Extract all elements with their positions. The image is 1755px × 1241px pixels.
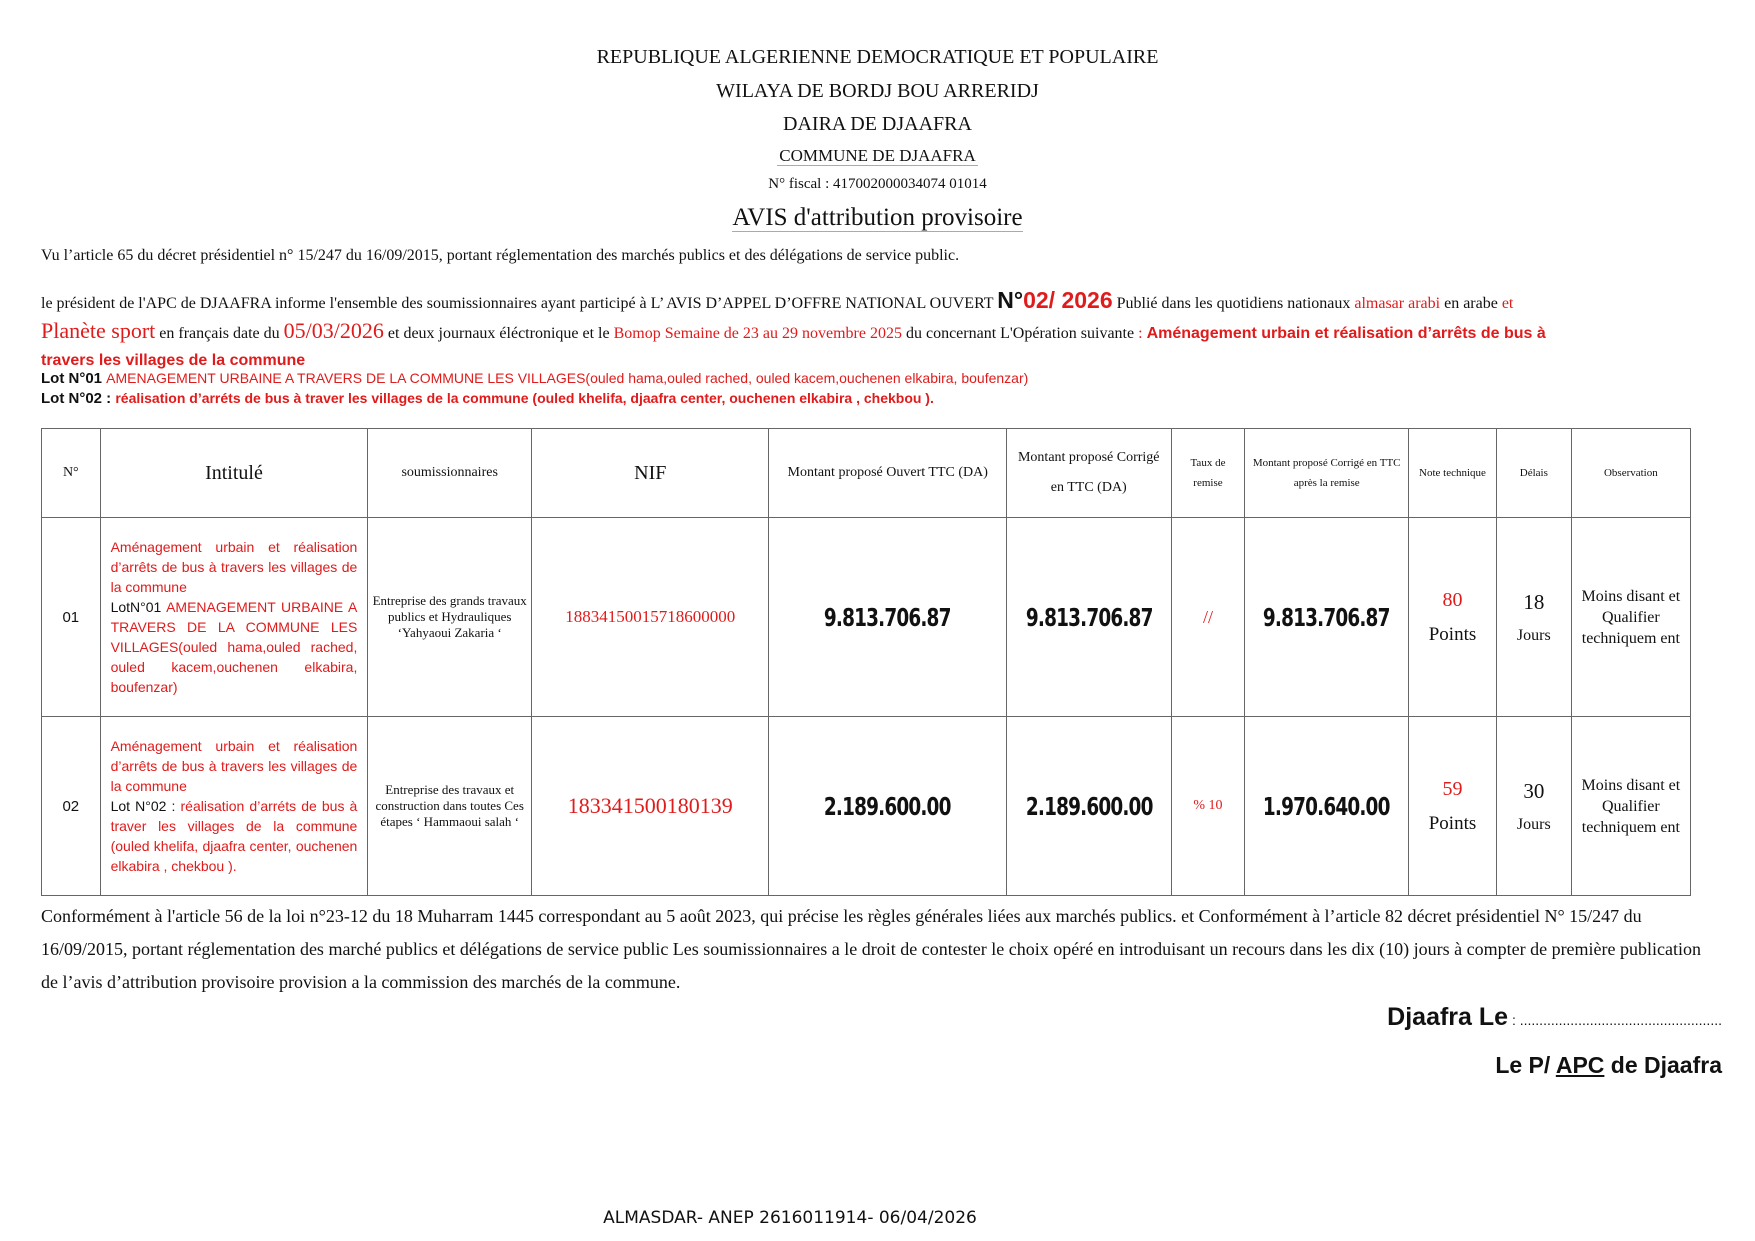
row-nif: 183341500180139 — [532, 717, 769, 896]
col-header-delais: Délais — [1496, 429, 1571, 518]
col-header-observation: Observation — [1571, 429, 1690, 518]
row-taux: // — [1171, 518, 1245, 717]
table-row — [42, 717, 1691, 896]
col-header-soumissionnaires: soumissionnaires — [368, 429, 532, 518]
row-montant-apres-remise: 1.970.640.00 — [1245, 717, 1409, 896]
publication-date: 05/03/2026 — [283, 318, 384, 343]
row-montant-corrige: 2.189.600.00 — [1006, 717, 1171, 896]
table-header-row — [42, 429, 1691, 518]
row-montant-ouvert: 2.189.600.00 — [769, 717, 1006, 896]
conclusion-paragraph: Conformément à l'article 56 de la loi n°23-12 du 18 Muharram 1445 correspondant au 5 août 2023, qui précise les règles générales liées aux marchés publics. et Conformément à l’article 82 décret présidentiel N° 15/247 du 16/09/2015, portant réglementation des marché publics et délégations de service public Les soumissionnaires a le droit de contester le choix opéré en introduisant un recours dans les dix (10) jours à compter de première publication de l’avis d’attribution provisoire provision a la commission des marchés de la commune. — [41, 906, 1702, 992]
col-header-montant-ouvert: Montant proposé Ouvert TTC (DA) — [769, 429, 1006, 518]
row-number: 01 — [42, 518, 101, 717]
col-header-no: N° — [42, 429, 101, 518]
row-note: 59 Points — [1409, 717, 1497, 896]
intro-vu: Vu l’article 65 du décret présidentiel n° 15/247 du 16/09/2015, portant réglementation des marchés publics et des délégations de service public. — [41, 247, 960, 264]
signature-authority: Le P/ APC de Djaafra — [1495, 1052, 1722, 1078]
col-header-montant-corrige: Montant proposé Corrigé en TTC (DA) — [1006, 429, 1171, 518]
col-header-intitule: Intitulé — [100, 429, 368, 518]
lot-1-desc: Lot N°01 AMENAGEMENT URBAINE A TRAVERS DE LA COMMUNE LES VILLAGES(ouled hama,ouled rached, ouled kacem,ouchenen elkabira, boufenzar) — [41, 370, 1029, 387]
signature-date-line: Djaafra Le : .................................................... — [1387, 1003, 1722, 1031]
row-delai: 18 Jours — [1496, 518, 1571, 717]
row-note: 80 Points — [1409, 518, 1497, 717]
table-row — [42, 518, 1691, 717]
intro-line-1: le président de l'APC de DJAAFRA informe l'ensemble des soumissionnaires ayant participé à L’ AVIS D’APPEL D’OFFRE NATIONAL OUVERT N°02/ 2026 Publié dans les quotidiens nationaux almasar arabi en arabe et — [41, 287, 1514, 313]
page-title: AVIS d'attribution provisoire — [732, 204, 1023, 231]
header-republic: REPUBLIQUE ALGERIENNE DEMOCRATIQUE ET POPULAIRE — [596, 46, 1159, 68]
publication-footer: ALMASDAR- ANEP 2616011914- 06/04/2026 — [603, 1208, 977, 1228]
journal-arabic: almasar arabi — [1354, 295, 1441, 312]
bomop-ref: Bomop Semaine de 23 au 29 novembre 2025 — [613, 325, 902, 342]
intro-line-2: Planète sport en français date du 05/03/2026 et deux journaux éléctronique et le Bomop Semaine de 23 au 29 novembre 2025 du concernant L'Opération suivante : Aménagement urbain et réalisation d’arrêts de bus à — [41, 318, 1546, 343]
header-daira: DAIRA DE DJAAFRA — [783, 113, 972, 135]
attribution-table — [41, 428, 1691, 896]
journal-french: Planète sport — [41, 318, 156, 343]
operation-title-cont: travers les villages de la commune — [41, 352, 306, 369]
row-intitule: Aménagement urbain et réalisation d’arrêts de bus à travers les villages de la commune Lot N°02 : réalisation d’arréts de bus à traver les villages de la commune (ouled khelifa, djaafra center, ouchenen elkabira , chekbou ). — [100, 717, 368, 896]
col-header-montant-apres-remise: Montant proposé Corrigé en TTC après la remise — [1245, 429, 1409, 518]
row-soumissionnaire: Entreprise des grands travaux publics et Hydrauliques ‘Yahyaoui Zakaria ‘ — [368, 518, 532, 717]
row-observation: Moins disant et Qualifier techniquem ent — [1571, 717, 1690, 896]
header-commune: COMMUNE DE DJAAFRA — [779, 146, 976, 165]
row-intitule: Aménagement urbain et réalisation d’arrêts de bus à travers les villages de la commune LotN°01 AMENAGEMENT URBAINE A TRAVERS DE LA COMMUNE LES VILLAGES(ouled hama,ouled rached, ouled kacem,ouchenen elkabira, boufenzar) — [100, 518, 368, 717]
operation-title: Aménagement urbain et réalisation d’arrêts de bus à — [1146, 325, 1546, 342]
row-soumissionnaire: Entreprise des travaux et construction dans toutes Ces étapes ‘ Hammaoui salah ‘ — [368, 717, 532, 896]
col-header-note: Note technique — [1409, 429, 1497, 518]
row-nif: 18834150015718600000 — [532, 518, 769, 717]
row-montant-ouvert: 9.813.706.87 — [769, 518, 1006, 717]
header-wilaya: WILAYA DE BORDJ BOU ARRERIDJ — [716, 80, 1039, 102]
row-number: 02 — [42, 717, 101, 896]
lot-2-desc: Lot N°02 : réalisation d’arréts de bus à traver les villages de la commune (ouled khelifa, djaafra center, ouchenen elkabira , chekbou ). — [41, 390, 934, 407]
row-montant-corrige: 9.813.706.87 — [1006, 518, 1171, 717]
row-montant-apres-remise: 9.813.706.87 — [1245, 518, 1409, 717]
header-fiscal: N° fiscal : 417002000034074 01014 — [768, 176, 987, 192]
col-header-taux: Taux de remise — [1171, 429, 1245, 518]
row-delai: 30 Jours — [1496, 717, 1571, 896]
avis-number: N°02/ 2026 — [997, 287, 1113, 313]
row-taux: % 10 — [1171, 717, 1245, 896]
col-header-nif: NIF — [532, 429, 769, 518]
row-observation: Moins disant et Qualifier techniquem ent — [1571, 518, 1690, 717]
